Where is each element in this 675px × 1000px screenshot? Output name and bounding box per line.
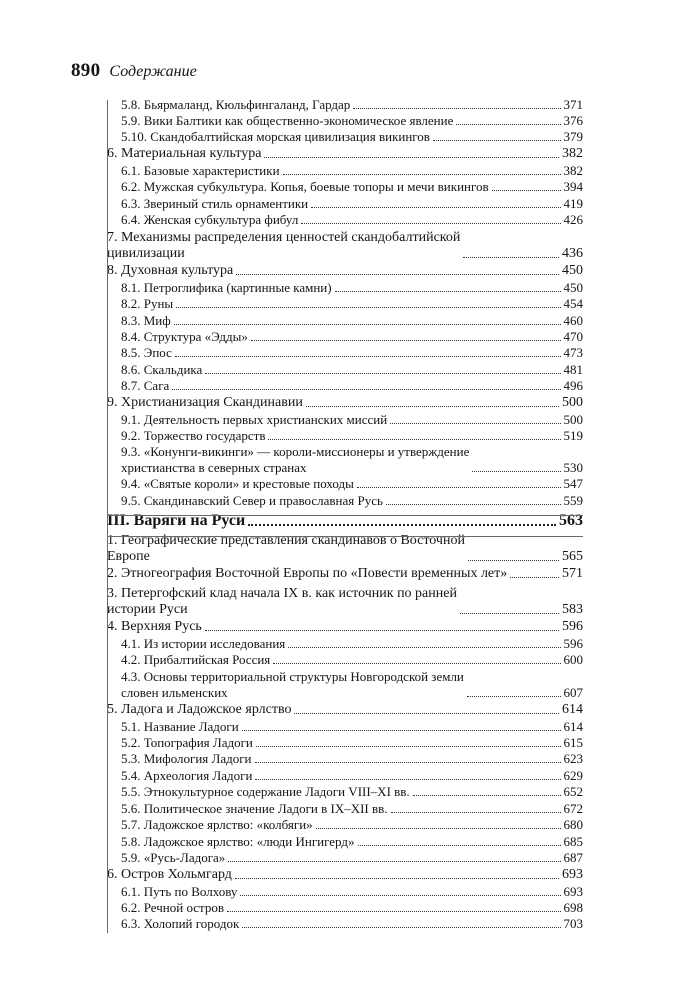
toc-entry — [107, 146, 583, 162]
page-header — [71, 60, 197, 86]
toc-entry — [121, 719, 583, 735]
dot-leader — [255, 779, 560, 780]
dot-leader — [391, 812, 561, 813]
toc-entry-page: 460 — [563, 313, 583, 328]
toc-entry-title: 6.1. Базовые характеристики — [121, 163, 280, 178]
toc-entry-page: 693 — [563, 884, 583, 899]
dot-leader — [294, 713, 559, 714]
toc-entry-title: 4. Верхняя Русь — [107, 619, 202, 634]
dot-leader — [358, 845, 561, 846]
toc-entry-page: 607 — [563, 685, 583, 700]
toc-entry-page: 672 — [563, 801, 583, 816]
dot-leader — [205, 630, 559, 631]
dot-leader — [463, 257, 559, 258]
dot-leader — [205, 373, 560, 374]
toc-entry-title: 6.2. Мужская субкультура. Копья, боевые топоры и мечи викингов — [121, 179, 489, 194]
dot-leader — [306, 406, 559, 407]
toc-entry-title: 6.1. Путь по Волхову — [121, 884, 238, 899]
dot-leader — [248, 524, 556, 526]
toc-entry-page: 530 — [563, 460, 583, 475]
dot-leader — [175, 356, 561, 357]
toc-entry — [121, 652, 583, 668]
toc-entry-title: III. Варяги на Руси — [107, 512, 246, 529]
toc-entry-title: 9.1. Деятельность первых христианских миссий — [121, 412, 388, 427]
toc-entry — [107, 867, 583, 883]
toc-entry-title: 5.9. «Русь-Ладога» — [121, 850, 226, 865]
dot-leader — [386, 504, 561, 505]
toc-entry-title: 7. Механизмы распределения ценностей скандобалтийской цивилизации — [107, 230, 461, 261]
toc-entry-title: 8.5. Эпос — [121, 345, 172, 360]
toc-entry-page: 450 — [563, 280, 583, 295]
toc-entry-title: 8.2. Руны — [121, 296, 174, 311]
toc-entry-page: 596 — [563, 636, 583, 651]
toc-entry-page: 419 — [563, 196, 583, 211]
dot-leader — [228, 861, 560, 862]
dot-leader — [456, 124, 560, 125]
dot-leader — [174, 324, 561, 325]
toc-entry — [107, 566, 583, 582]
toc-entry-page: 500 — [563, 412, 583, 427]
toc-entry — [121, 493, 583, 509]
toc-entry-title: 8.6. Скальдика — [121, 362, 203, 377]
toc-entry-title: 5.3. Мифология Ладоги — [121, 751, 252, 766]
dot-leader — [242, 730, 561, 731]
dot-leader — [176, 307, 560, 308]
toc-entry — [121, 378, 583, 394]
dot-leader — [283, 174, 561, 175]
toc-entry-page: 450 — [562, 263, 583, 278]
toc-entry — [121, 636, 583, 652]
toc-entry-page: 426 — [563, 212, 583, 227]
toc-entry-title: 5. Ладога и Ладожское ярлство — [107, 702, 292, 717]
toc-entry — [121, 97, 583, 113]
toc-entry — [121, 329, 583, 345]
toc-entry-page: 652 — [563, 784, 583, 799]
toc-entry-title: 4.2. Прибалтийская Россия — [121, 652, 271, 667]
running-title: Содержание — [109, 63, 197, 80]
toc-entry-page: 563 — [559, 512, 583, 529]
toc-entry — [107, 619, 583, 635]
toc-entry — [121, 916, 583, 932]
toc-entry — [121, 900, 583, 916]
toc-entry — [107, 395, 583, 411]
toc-entry — [121, 735, 583, 751]
toc-entry — [121, 784, 583, 800]
toc-entry-title: 9.2. Торжество государств — [121, 428, 266, 443]
toc-entry — [121, 129, 583, 145]
dot-leader — [264, 157, 559, 158]
toc-entry — [107, 586, 583, 618]
toc-entry — [121, 751, 583, 767]
toc-entry — [121, 850, 583, 866]
dot-leader — [316, 828, 561, 829]
toc-entry — [121, 313, 583, 329]
section-rule — [107, 515, 583, 516]
toc-entry-title: 5.2. Топография Ладоги — [121, 735, 253, 750]
dot-leader — [255, 762, 561, 763]
dot-leader — [472, 471, 560, 472]
dot-leader — [335, 291, 561, 292]
toc-entry-page: 629 — [563, 768, 583, 783]
dot-leader — [413, 795, 561, 796]
toc-entry — [121, 669, 583, 701]
toc-entry-page: 382 — [562, 146, 583, 161]
dot-leader — [357, 487, 561, 488]
toc-entry-page: 583 — [562, 602, 583, 617]
dot-leader — [172, 389, 560, 390]
toc-entry-title: 5.5. Этнокультурное содержание Ладоги VIII–XI вв. — [121, 784, 410, 799]
toc-entry-page: 379 — [563, 129, 583, 144]
dot-leader — [273, 663, 560, 664]
dot-leader — [433, 140, 561, 141]
toc-entry — [121, 834, 583, 850]
toc-entry — [121, 113, 583, 129]
toc-entry-title: 2. Этногеография Восточной Европы по «Повести временных лет» — [107, 566, 508, 581]
toc-entry-page: 703 — [563, 916, 583, 931]
toc-entry-page: 470 — [563, 329, 583, 344]
dot-leader — [467, 696, 561, 697]
toc-entry-title: 9.5. Скандинавский Север и православная Русь — [121, 493, 383, 508]
toc-entry-page: 687 — [563, 850, 583, 865]
toc-entry-title: 6.4. Женская субкультура фибул — [121, 212, 299, 227]
toc-entry-title: 5.1. Название Ладоги — [121, 719, 239, 734]
dot-leader — [510, 577, 559, 578]
toc-entry — [121, 768, 583, 784]
left-guide-line — [107, 100, 108, 933]
toc-entry-title: 8.1. Петроглифика (картинные камни) — [121, 280, 332, 295]
toc-entry-page: 615 — [563, 735, 583, 750]
toc-entry-title: 8.7. Сага — [121, 378, 170, 393]
toc-entry-page: 519 — [563, 428, 583, 443]
toc-entry-title: 5.6. Политическое значение Ладоги в IX–XII вв. — [121, 801, 388, 816]
toc-entry-page: 382 — [563, 163, 583, 178]
toc-entry — [107, 533, 583, 565]
dot-leader — [390, 423, 560, 424]
dot-leader — [251, 340, 561, 341]
toc-entry-page: 685 — [563, 834, 583, 849]
toc-entry-page: 571 — [562, 566, 583, 581]
toc-entry — [121, 884, 583, 900]
toc-entry-page: 436 — [562, 246, 583, 261]
toc-entry-page: 623 — [563, 751, 583, 766]
toc-entry-page: 500 — [562, 395, 583, 410]
toc-entry-title: 9.3. «Конунги-викинги» — короли-миссионеры и утверждение христианства в северных странах — [121, 444, 470, 475]
toc-entry — [121, 196, 583, 212]
toc-entry — [121, 296, 583, 312]
toc-entry — [121, 801, 583, 817]
toc-entry — [121, 444, 583, 476]
toc-entry-page: 454 — [563, 296, 583, 311]
toc-entry-page: 394 — [563, 179, 583, 194]
dot-leader — [227, 911, 560, 912]
toc-entry-title: 8. Духовная культура — [107, 263, 234, 278]
toc-entry-title: 5.8. Ладожское ярлство: «люди Ингигерд» — [121, 834, 355, 849]
toc-entry — [121, 345, 583, 361]
dot-leader — [242, 927, 560, 928]
dot-leader — [240, 895, 560, 896]
toc-entry-title: 6. Материальная культура — [107, 146, 262, 161]
page-number: 890 — [71, 60, 101, 81]
toc-entry-title: 9. Христианизация Скандинавии — [107, 395, 303, 410]
toc-entry-title: 6.3. Холопий городок — [121, 916, 240, 931]
dot-leader — [311, 207, 560, 208]
dot-leader — [256, 746, 561, 747]
toc-entry-title: 5.7. Ладожское ярлство: «колбяги» — [121, 817, 313, 832]
toc-entry — [121, 817, 583, 833]
toc-entry-title: 6.3. Звериный стиль орнаментики — [121, 196, 309, 211]
toc-entry-page: 547 — [563, 476, 583, 491]
toc-entry-page: 473 — [563, 345, 583, 360]
toc-entry-page: 693 — [562, 867, 583, 882]
toc-entry-title: 3. Петергофский клад начала IX в. как источник по ранней истории Руси — [107, 586, 457, 617]
toc-entry — [121, 163, 583, 179]
dot-leader — [236, 274, 559, 275]
toc-entry-page: 600 — [563, 652, 583, 667]
toc-entry-page: 596 — [562, 619, 583, 634]
dot-leader — [460, 613, 559, 614]
toc-entry — [107, 230, 583, 262]
section-rule — [107, 536, 583, 537]
dot-leader — [468, 560, 559, 561]
toc-entry-title: 4.1. Из истории исследования — [121, 636, 286, 651]
toc-entry-page: 559 — [563, 493, 583, 508]
toc-entry — [121, 212, 583, 228]
toc-entry-page: 496 — [563, 378, 583, 393]
toc-entry-title: 8.3. Миф — [121, 313, 171, 328]
dot-leader — [235, 878, 559, 879]
dot-leader — [492, 190, 561, 191]
toc-entry — [121, 280, 583, 296]
toc-entry-page: 614 — [562, 702, 583, 717]
toc-entry — [107, 702, 583, 718]
toc-entry-page: 376 — [563, 113, 583, 128]
toc-entry-title: 8.4. Структура «Эдды» — [121, 329, 248, 344]
toc-entry — [121, 412, 583, 428]
dot-leader — [288, 647, 560, 648]
toc-entry — [121, 428, 583, 444]
toc-entry-title: 5.10. Скандобалтийская морская цивилизация викингов — [121, 129, 430, 144]
toc-entry-title: 5.9. Вики Балтики как общественно-экономическое явление — [121, 113, 454, 128]
toc-entry-title: 6. Остров Хольмгард — [107, 867, 232, 882]
dot-leader — [353, 108, 560, 109]
toc-entry-page: 614 — [563, 719, 583, 734]
toc-entry-page: 371 — [563, 97, 583, 112]
dot-leader — [268, 439, 560, 440]
toc-entry-title: 4.3. Основы территориальной структуры Новгородской земли словен ильменских — [121, 669, 464, 700]
toc-entry-page: 680 — [563, 817, 583, 832]
toc-entry-title: 5.4. Археология Ладоги — [121, 768, 253, 783]
toc-entry — [121, 362, 583, 378]
toc-entry-page: 565 — [562, 549, 583, 564]
toc-entry-title: 1. Географические представления скандинавов о Восточной Европе — [107, 533, 465, 564]
toc-entry-title: 6.2. Речной остров — [121, 900, 225, 915]
toc-entry-page: 481 — [563, 362, 583, 377]
toc-entry-title: 5.8. Бьярмаланд, Кюльфингаланд, Гардар — [121, 97, 351, 112]
toc-entry-page: 698 — [563, 900, 583, 915]
toc-entry — [107, 263, 583, 279]
toc-entry-title: 9.4. «Святые короли» и крестовые походы — [121, 476, 354, 491]
toc-entry — [121, 179, 583, 195]
dot-leader — [301, 223, 560, 224]
toc-entry — [121, 476, 583, 492]
